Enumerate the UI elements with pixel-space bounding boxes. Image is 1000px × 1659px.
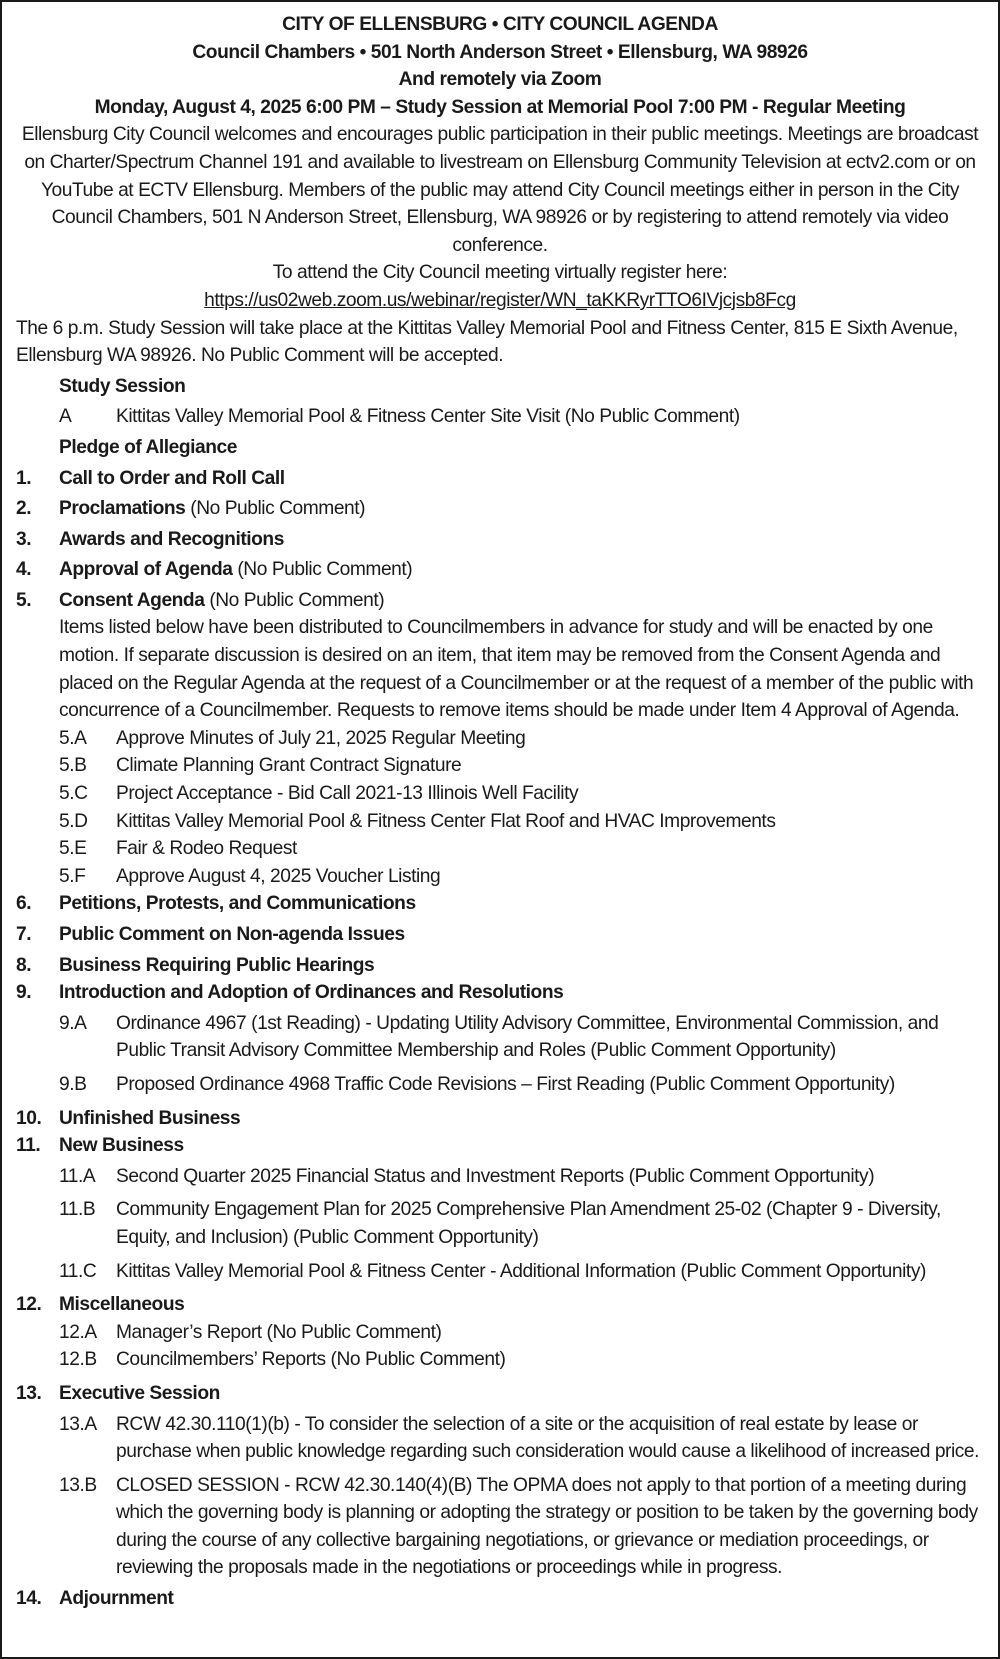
agenda-item-8	[16, 952, 984, 980]
sub-item-text: Community Engagement Plan for 2025 Comprehensive Plan Amendment 25-02 (Chapter 9 - Diversity, Equity, and Inclusion) (Public Comment Opportunity)	[116, 1199, 941, 1248]
sub-item-5f	[59, 863, 984, 891]
item-number: 8.	[16, 954, 32, 976]
remote-line: And remotely via Zoom	[398, 69, 602, 91]
agenda-item-4	[16, 556, 984, 584]
item-label: Awards and Recognitions	[59, 528, 284, 550]
sub-item-key: 12.B	[59, 1349, 97, 1371]
item-label: Miscellaneous	[59, 1294, 185, 1316]
agenda-title: CITY OF ELLENSBURG • CITY COUNCIL AGENDA	[282, 14, 718, 35]
register-text: To attend the City Council meeting virtually register here:	[272, 262, 728, 284]
sub-item-text: Approve August 4, 2025 Voucher Listing	[116, 865, 441, 887]
item-number: 3.	[16, 528, 32, 550]
agenda-item-2	[16, 495, 984, 523]
sub-item-key: 11.C	[59, 1260, 97, 1282]
item-note: (No Public Comment)	[232, 559, 413, 581]
sub-item-5b	[59, 752, 984, 780]
item-number: 12.	[16, 1294, 42, 1316]
item-label: Business Requiring Public Hearings	[59, 954, 375, 976]
item-label: Approval of Agenda	[59, 559, 233, 581]
agenda-item-13	[16, 1380, 984, 1408]
sub-item-key: A	[59, 406, 72, 428]
sub-item-5a	[59, 725, 984, 753]
sub-item-key: 5.A	[59, 727, 87, 749]
item-number: 11.	[16, 1135, 41, 1157]
pledge-heading: Pledge of Allegiance	[59, 436, 237, 458]
sub-item-key: 11.A	[59, 1165, 96, 1187]
sub-item-11a	[59, 1163, 984, 1191]
sub-item-text: Climate Planning Grant Contract Signature	[116, 755, 462, 777]
sub-item-text: Kittitas Valley Memorial Pool & Fitness Center Flat Roof and HVAC Improvements	[116, 810, 776, 832]
sub-item-13a	[59, 1411, 984, 1466]
sub-item-key: 5.D	[59, 810, 88, 832]
sub-item-text: Councilmembers’ Reports (No Public Comment)	[116, 1349, 506, 1371]
location-line: Council Chambers • 501 North Anderson Street • Ellensburg, WA 98926	[192, 41, 808, 63]
sub-item-text: Ordinance 4967 (1st Reading) - Updating Utility Advisory Committee, Environmental Commission, and Public Transit Advisory Committee Membership and Roles (Public Comment Opportunity)	[116, 1012, 939, 1062]
zoom-register-link[interactable]: https://us02web.zoom.us/webinar/register/WN_taKKRyrTTO6IVjcjsb8Fcg	[204, 289, 796, 311]
sub-item-text: Kittitas Valley Memorial Pool & Fitness Center Site Visit (No Public Comment)	[116, 406, 740, 428]
item-number: 2.	[16, 498, 32, 520]
item-number: 9.	[16, 982, 32, 1004]
sub-item-5d	[59, 808, 984, 836]
sub-item-key: 13.B	[59, 1474, 97, 1496]
agenda-item-9	[16, 979, 984, 1007]
intro-paragraph: Ellensburg City Council welcomes and encourages public participation in their public meetings. Meetings are broadcast on Charter/Spectrum Channel 191 and available to livestream on Ellensburg Community Television at ectv2.com or on YouTube at ECTV Ellensburg. Members of the public may attend City Council meetings either in person in the City Council Chambers, 501 N Anderson Street, Ellensburg, WA 98926 or by registering to attend remotely via video conference.	[21, 124, 979, 256]
study-session-heading: Study Session	[59, 375, 186, 397]
sub-item-13b	[59, 1472, 984, 1582]
item-number: 5.	[16, 589, 32, 611]
item-number: 1.	[16, 467, 32, 489]
item-label: Proclamations	[59, 498, 186, 520]
sub-item-text: Second Quarter 2025 Financial Status and Investment Reports (Public Comment Opportunity)	[116, 1165, 875, 1187]
sub-item-9b	[59, 1071, 984, 1099]
sub-item-5c	[59, 780, 984, 808]
sub-item-text: RCW 42.30.110(1)(b) - To consider the selection of a site or the acquisition of real estate by lease or purchase when public knowledge regarding such consideration would cause a likelihood of increased price.	[116, 1413, 980, 1463]
sub-item-12b	[59, 1346, 984, 1374]
sub-item-11b	[59, 1196, 984, 1251]
agenda-item-10	[16, 1105, 984, 1133]
sub-item-text: Project Acceptance - Bid Call 2021-13 Illinois Well Facility	[116, 783, 579, 805]
item-number: 4.	[16, 559, 32, 581]
item-note: (No Public Comment)	[204, 589, 385, 611]
meeting-date-line: Monday, August 4, 2025 6:00 PM – Study Session at Memorial Pool 7:00 PM - Regular Meeting	[94, 96, 906, 118]
study-session-item	[59, 403, 984, 431]
item-number: 10.	[16, 1107, 42, 1129]
item-label: New Business	[59, 1135, 184, 1157]
sub-item-key: 5.F	[59, 865, 86, 887]
sub-item-text: Fair & Rodeo Request	[116, 838, 297, 860]
sub-item-key: 13.A	[59, 1413, 97, 1435]
sub-item-key: 9.B	[59, 1073, 87, 1095]
sub-item-11c	[59, 1258, 984, 1286]
item-label: Consent Agenda	[59, 589, 205, 611]
sub-item-text: Kittitas Valley Memorial Pool & Fitness Center - Additional Information (Public Comment Opportunity)	[116, 1260, 926, 1282]
sub-item-key: 12.A	[59, 1321, 97, 1343]
sub-item-key: 5.B	[59, 755, 87, 777]
sub-item-key: 5.E	[59, 838, 87, 860]
item-note: (No Public Comment)	[185, 498, 366, 520]
agenda-item-11	[16, 1132, 984, 1160]
item-number: 13.	[16, 1382, 42, 1404]
agenda-item-3	[16, 526, 984, 554]
item-label: Public Comment on Non-agenda Issues	[59, 924, 405, 945]
item-label: Call to Order and Roll Call	[59, 467, 285, 489]
agenda-item-6	[16, 890, 984, 918]
sub-item-key: 11.B	[59, 1199, 96, 1221]
agenda-item-14	[16, 1585, 984, 1613]
agenda-item-5	[16, 587, 984, 725]
sub-item-key: 5.C	[59, 783, 88, 805]
item-label: Unfinished Business	[59, 1107, 241, 1129]
item-label: Petitions, Protests, and Communications	[59, 893, 416, 915]
sub-item-text: CLOSED SESSION - RCW 42.30.140(4)(B) The OPMA does not apply to that portion of a meeting during which the governing body is planning or adopting the strategy or position to be taken by the governing body during the course of any collective bargaining negotiations, or grievance or mediation proceedings, or reviewing the proposals made in the negotiations or proceedings while in progress.	[116, 1474, 978, 1579]
agenda-item-12	[16, 1291, 984, 1319]
sub-item-text: Approve Minutes of July 21, 2025 Regular Meeting	[116, 727, 526, 749]
item-label: Adjournment	[59, 1588, 174, 1610]
sub-item-text: Proposed Ordinance 4968 Traffic Code Revisions – First Reading (Public Comment Opportunity)	[116, 1073, 895, 1095]
item-number: 14.	[16, 1588, 42, 1610]
sub-item-text: Manager’s Report (No Public Comment)	[116, 1321, 442, 1343]
item-number: 7.	[16, 924, 32, 945]
sub-item-5e	[59, 835, 984, 863]
sub-item-9a	[59, 1010, 984, 1065]
sub-item-key: 9.A	[59, 1012, 87, 1034]
sub-item-12a	[59, 1319, 984, 1347]
study-session-note: The 6 p.m. Study Session will take place at the Kittitas Valley Memorial Pool and Fitness Center, 815 E Sixth Avenue, Ellensburg WA 98926. No Public Comment will be accepted.	[16, 317, 958, 367]
consent-description: Items listed below have been distributed to Councilmembers in advance for study and will be enacted by one motion. If separate discussion is desired on an item, that item may be removed from the Consent Agenda and placed on the Regular Agenda at the request of a Councilmember or at the request of a member of the public with concurrence of a Councilmember. Requests to remove items should be made under Item 4 Approval of Agenda.	[59, 617, 974, 722]
agenda-item-1	[16, 465, 984, 493]
item-label: Executive Session	[59, 1382, 220, 1404]
agenda-item-7	[16, 921, 984, 949]
item-label: Introduction and Adoption of Ordinances and Resolutions	[59, 982, 564, 1004]
item-number: 6.	[16, 893, 32, 915]
